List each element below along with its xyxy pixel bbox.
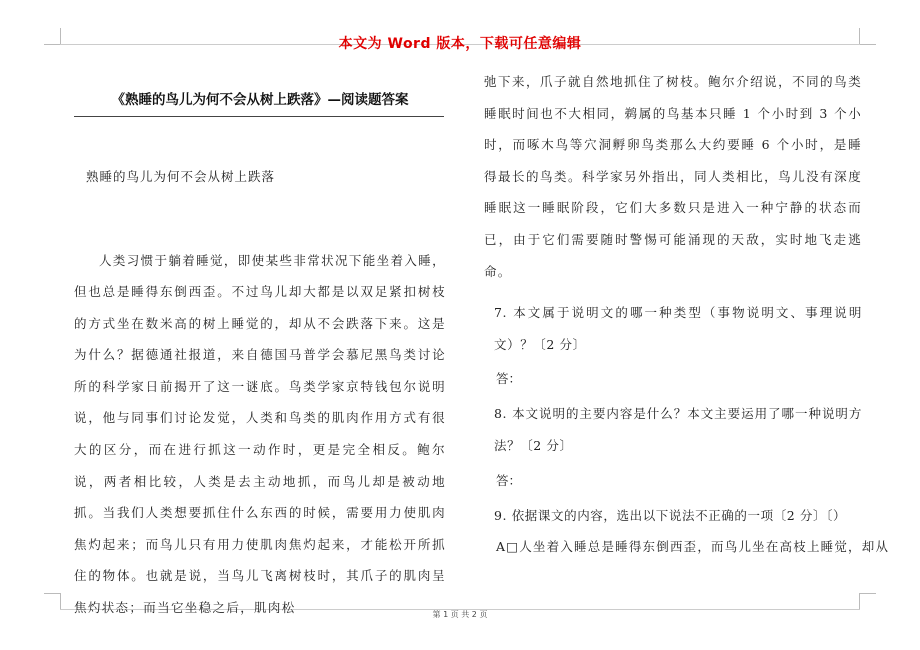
title-underline [74,116,444,117]
article-body-left: 人类习惯于躺着睡觉，即使某些非常状况下能坐着入睡，但也总是睡得东倒西歪。不过鸟儿却大都是以双足紧扣树枝的方式坐在数米高的树上睡觉的，却从不会跌落下来。这是为什么？据德通社报道，来自德国马普学会慕尼黑鸟类讨论所的科学家日前揭开了这一谜底。鸟类学家京特钱包尔说明说，他与同事们讨论发觉，人类和鸟类的肌肉作用方式有很大的区分，而在进行抓这一动作时，更是完全相反。鲍尔说，两者相比较，人类是去主动地抓，而鸟儿却是被动地抓。当我们人类想要抓住什么东西的时候，需要用力使肌肉焦灼起来；而鸟儿只有用力使肌肉焦灼起来，才能松开所抓住的物体。也就是说，当鸟儿飞离树枝时，其爪子的肌肉呈焦灼状态；而当它坐稳之后，肌肉松 [74,252,446,616]
crop-mark-bottom-left [44,593,61,610]
document-title: 《熟睡的鸟儿为何不会从树上跌落》—阅读题答案 [111,92,409,108]
question-7: 7. 本文属于说明文的哪一种类型（事物说明文、事理说明文）？〔2 分〕 [494,305,862,352]
right-column [484,66,890,563]
question-8: 8. 本文说明的主要内容是什么？本文主要运用了哪一种说明方法？〔2 分〕 [494,406,862,453]
answer-label-8: 答： [496,472,522,488]
question-9: 9. 依据课文的内容，选出以下说法不正确的一项〔2 分〕〔） [494,507,847,523]
page-number: 第 1 页 共 2 页 [432,610,488,619]
download-banner: 本文为 Word 版本，下载可任意编辑 [338,36,582,52]
article-subtitle: 熟睡的鸟儿为何不会从树上跌落 [86,169,276,184]
article-body-right: 弛下来，爪子就自然地抓住了树枝。鲍尔介绍说，不同的鸟类睡眠时间也不大相同，鹈属的鸟基本只睡 1 个小时到 3 个小时，而啄木鸟等穴洞孵卵鸟类那么大约要睡 6 个小时，是睡得最长的鸟类。科学家另外指出，同人类相比，鸟儿没有深度睡眠这一睡眠阶段，它们大多数只是进入一种宁静的状态而已，由于它们需要随时警惕可能涌现的天敌，实时地飞走逃命。 [484,74,862,279]
question-9-option-a: A□人坐着入睡总是睡得东倒西歪，而鸟儿坐在高枝上睡觉，却从 [496,539,890,555]
crop-mark-bottom-right [859,593,876,610]
answer-label-7: 答： [496,371,522,387]
